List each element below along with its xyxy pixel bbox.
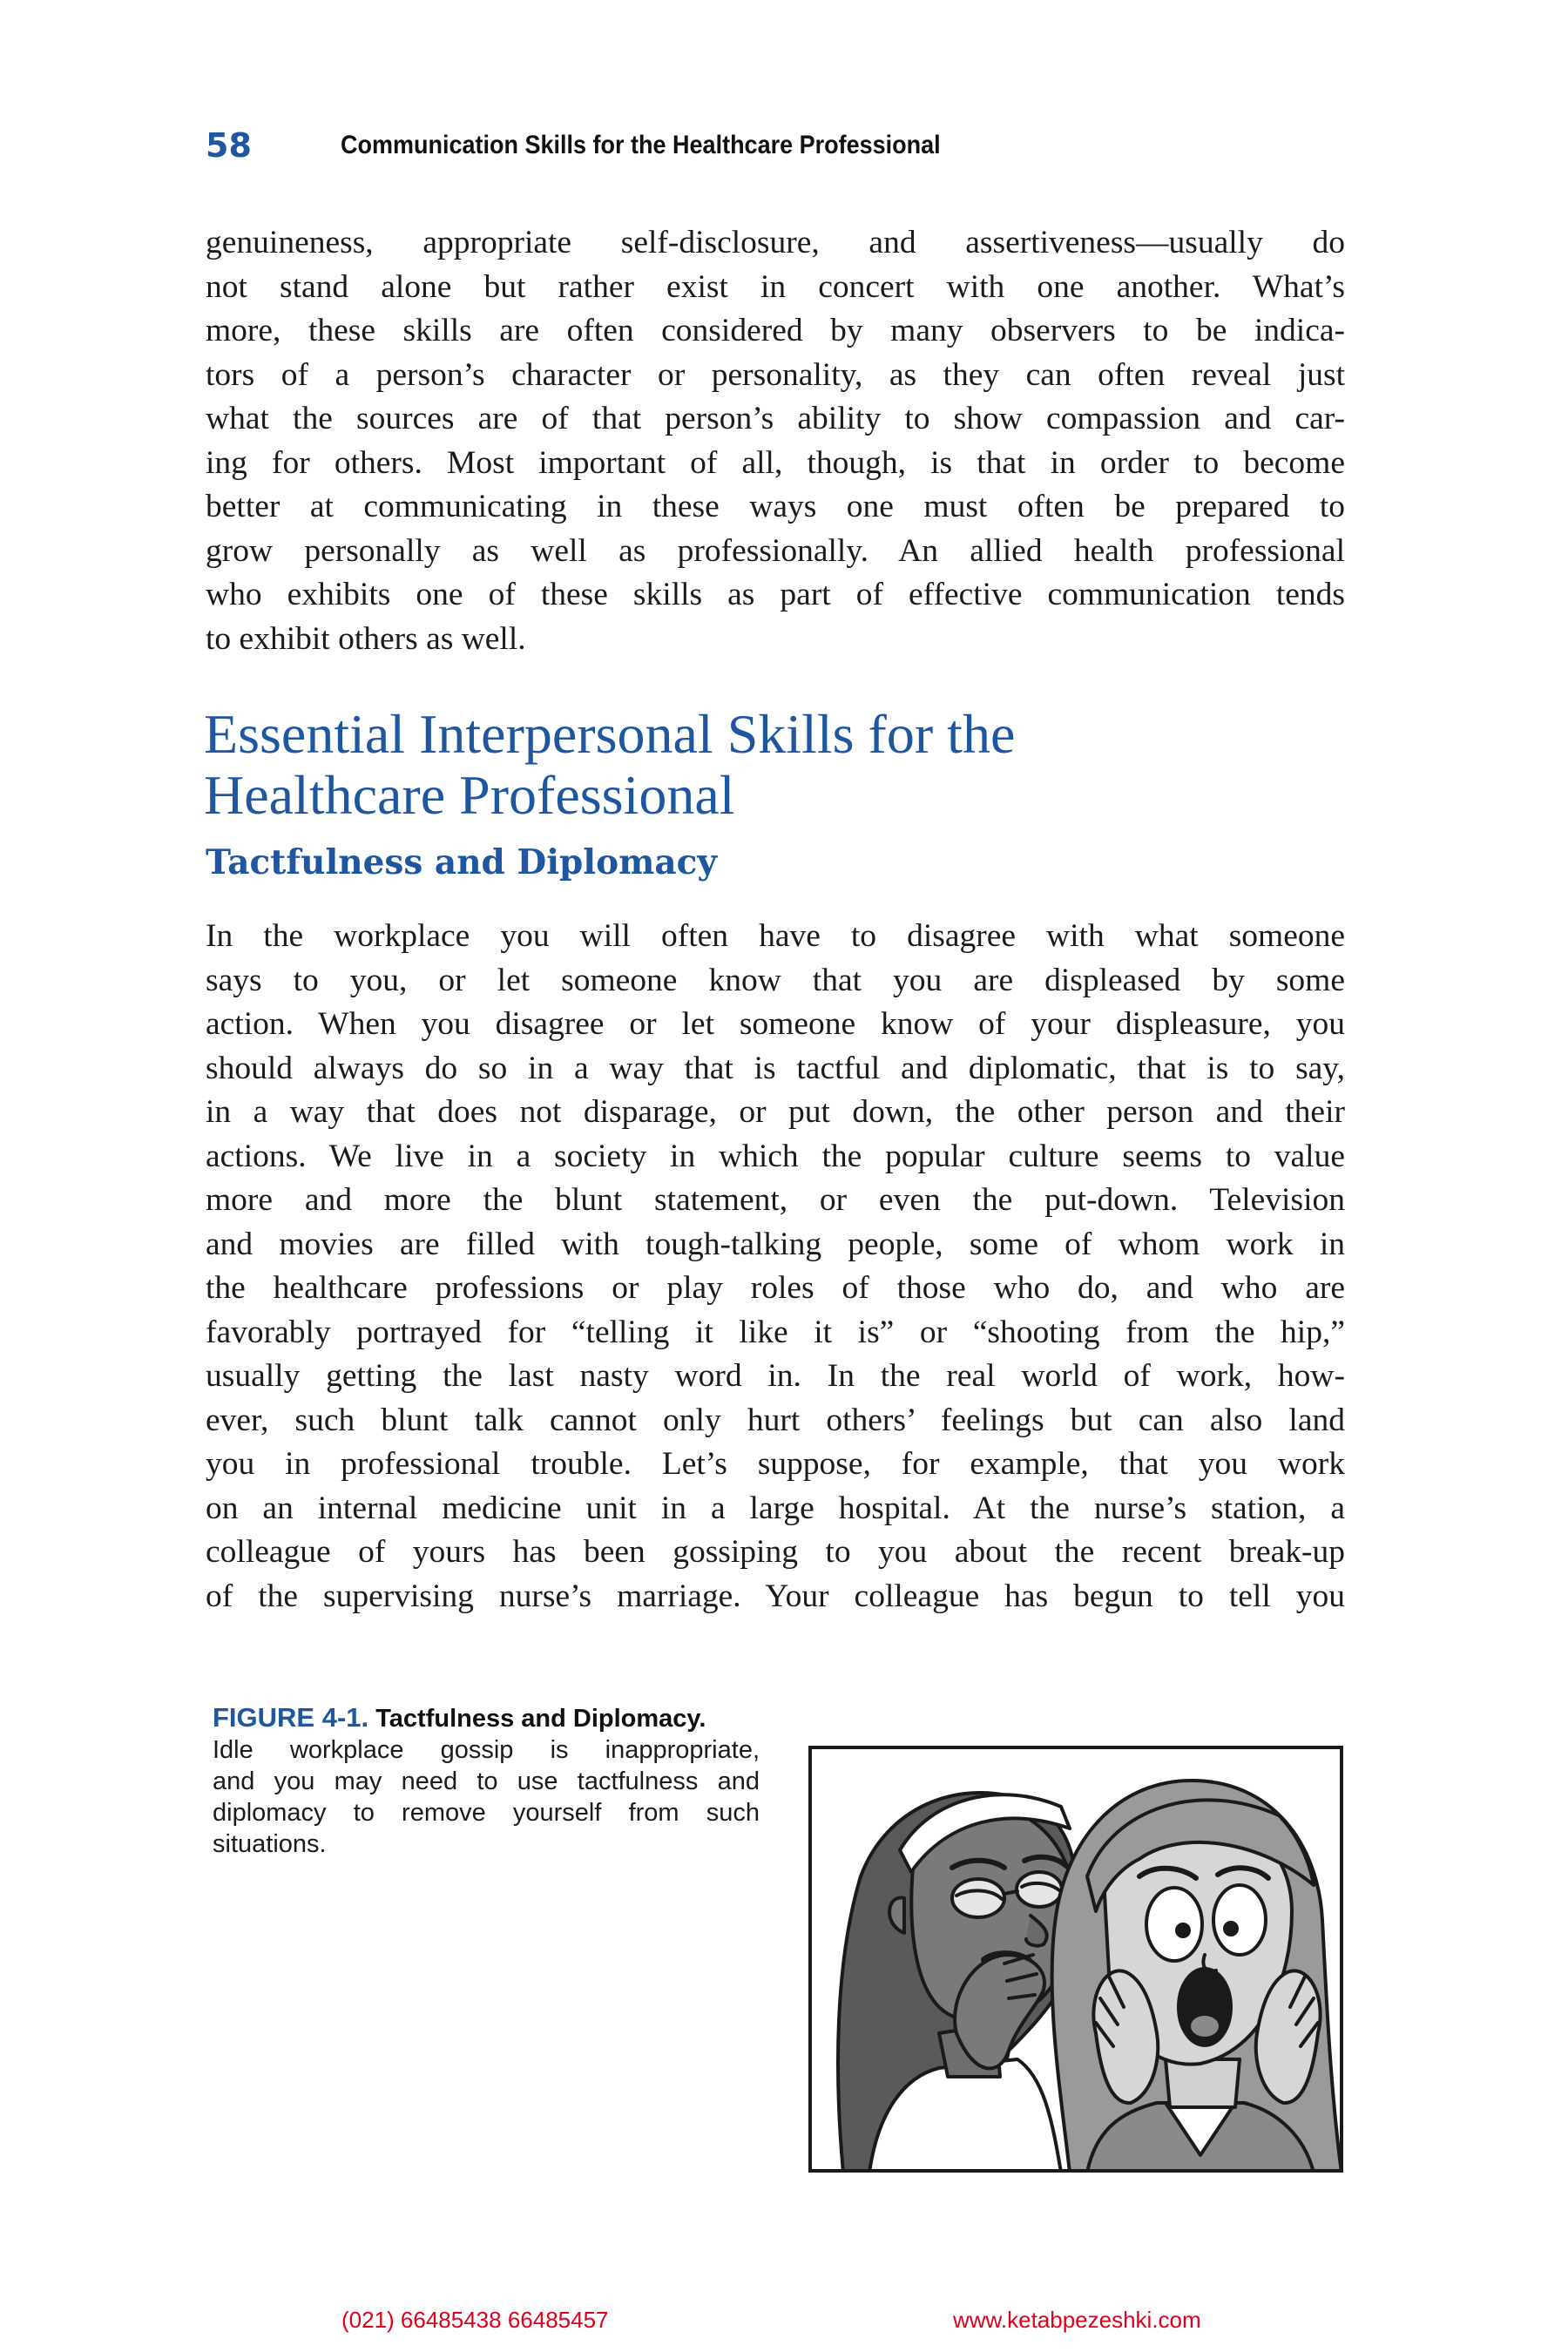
text-line: more and more the blunt statement, or even the put-down. Television bbox=[206, 1182, 1345, 1218]
figure-label: FIGURE 4-1. bbox=[213, 1702, 369, 1733]
text-line: on an internal medicine unit in a large hospital. At the nurse’s station, a bbox=[206, 1490, 1345, 1526]
text-line: ever, such blunt talk cannot only hurt others’ feelings but can also land bbox=[206, 1402, 1345, 1438]
text-line: grow personally as well as professionally. An allied health professional bbox=[206, 532, 1345, 569]
text-line: says to you, or let someone know that you are displeased by some bbox=[206, 962, 1345, 998]
caption-line: diplomacy to remove yourself from such bbox=[213, 1799, 760, 1827]
section-heading-line: Healthcare Professional bbox=[204, 764, 735, 826]
caption-line: Idle workplace gossip is inappropriate, bbox=[213, 1736, 760, 1764]
paragraph-1 bbox=[206, 221, 1345, 661]
caption-line: situations. bbox=[213, 1830, 327, 1858]
footer-phone: (021) 66485438 66485457 bbox=[341, 2307, 609, 2333]
running-head bbox=[206, 124, 1007, 167]
text-line: usually getting the last nasty word in. In the real world of work, how- bbox=[206, 1358, 1345, 1394]
text-line: tors of a person’s character or personality, as they can often reveal just bbox=[206, 356, 1345, 393]
page-number: 58 bbox=[206, 126, 252, 165]
subsection-heading: Tactfulness and Diplomacy bbox=[206, 842, 718, 882]
text-line: better at communicating in these ways one must often be prepared to bbox=[206, 489, 1345, 524]
figure-caption bbox=[213, 1702, 760, 1860]
text-line: to exhibit others as well. bbox=[206, 620, 526, 657]
text-line: and movies are filled with tough-talking people, some of whom work in bbox=[206, 1226, 1345, 1262]
footer-url[interactable]: www.ketabpezeshki.com bbox=[953, 2307, 1201, 2333]
text-line: favorably portrayed for “telling it like it is” or “shooting from the hip,” bbox=[206, 1314, 1345, 1350]
text-line: who exhibits one of these skills as part of effective communication tends bbox=[206, 577, 1345, 612]
text-line: ing for others. Most important of all, though, is that in order to become bbox=[206, 444, 1345, 481]
text-line: genuineness, appropriate self-disclosure, and assertiveness—usually do bbox=[206, 225, 1345, 260]
figure-title: Tactfulness and Diplomacy. bbox=[375, 1705, 706, 1733]
gossiping-woman bbox=[838, 1793, 1075, 2173]
text-line: what the sources are of that person’s ability to show compassion and car- bbox=[206, 401, 1345, 436]
caption-line: and you may need to use tactfulness and bbox=[213, 1767, 760, 1795]
section-heading bbox=[204, 704, 1423, 826]
text-line: in a way that does not disparage, or put down, the other person and their bbox=[206, 1094, 1345, 1130]
text-line: colleague of yours has been gossiping to you about the recent break-up bbox=[206, 1534, 1345, 1570]
text-line: the healthcare professions or play roles of those who do, and who are bbox=[206, 1270, 1345, 1306]
shocked-woman bbox=[1052, 1781, 1342, 2173]
figure-illustration bbox=[808, 1746, 1343, 2173]
text-line: not stand alone but rather exist in concert with one another. What’s bbox=[206, 268, 1345, 305]
text-line: of the supervising nurse’s marriage. Your colleague has begun to tell you bbox=[206, 1578, 1345, 1614]
text-line: more, these skills are often considered by many observers to be indica- bbox=[206, 313, 1345, 348]
paragraph-2 bbox=[206, 915, 1345, 1619]
section-heading-line: Essential Interpersonal Skills for the bbox=[204, 703, 1016, 765]
book-title: Communication Skills for the Healthcare Professional bbox=[341, 131, 941, 159]
figure-caption-head bbox=[213, 1702, 760, 1734]
text-line: you in professional trouble. Let’s suppose, for example, that you work bbox=[206, 1446, 1345, 1482]
text-line: should always do so in a way that is tactful and diplomatic, that is to say, bbox=[206, 1050, 1345, 1086]
text-line: action. When you disagree or let someone know of your displeasure, you bbox=[206, 1006, 1345, 1042]
text-line: In the workplace you will often have to disagree with what someone bbox=[206, 918, 1345, 954]
text-line: actions. We live in a society in which the popular culture seems to value bbox=[206, 1138, 1345, 1174]
